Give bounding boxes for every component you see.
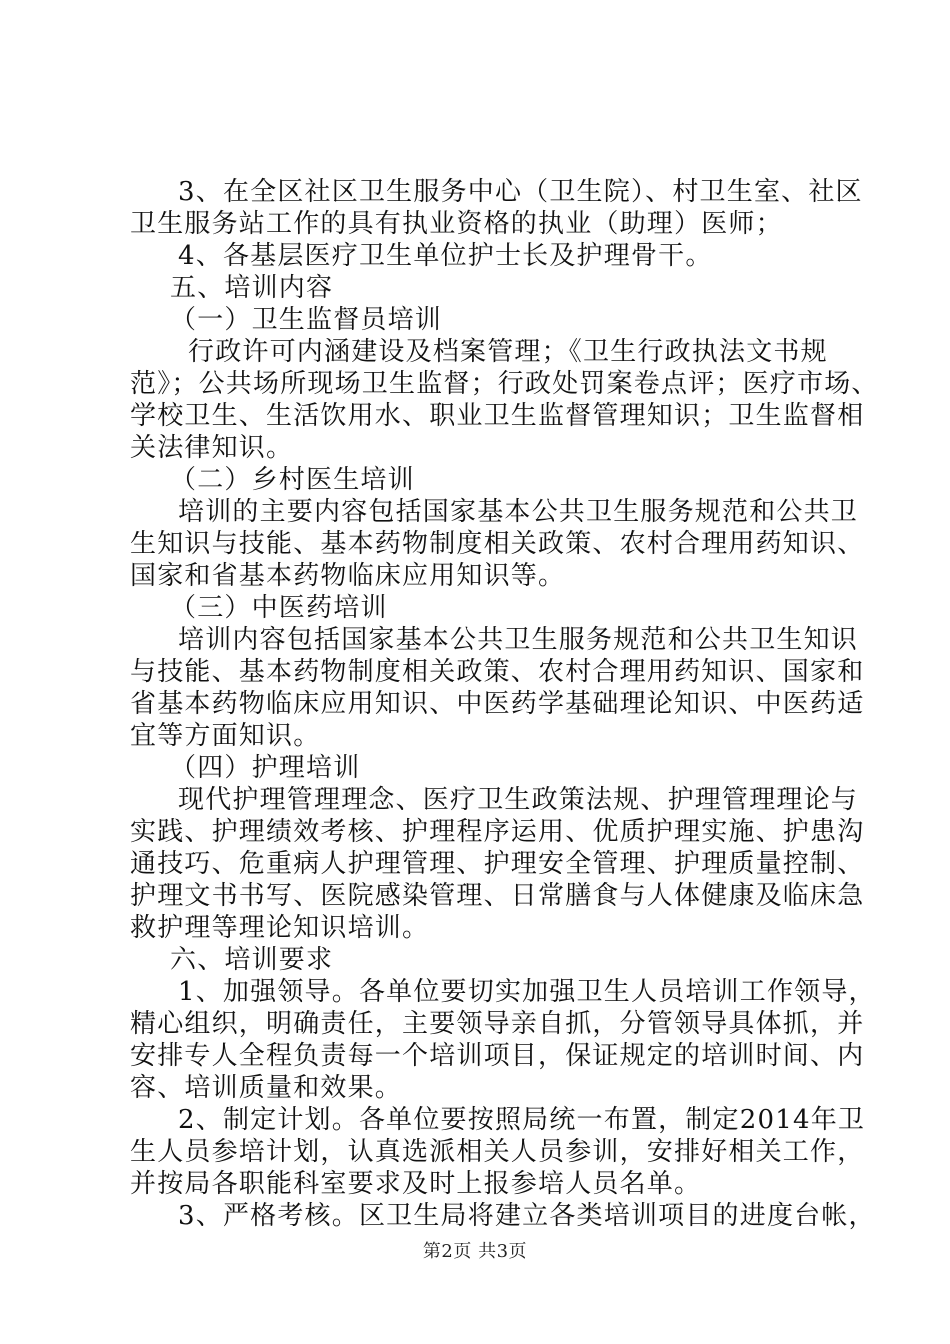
paragraph-line: 与技能、基本药物制度相关政策、农村合理用药知识、国家和 — [130, 657, 865, 687]
paragraph-line: 培训内容包括国家基本公共卫生服务规范和公共卫生知识 — [178, 625, 859, 655]
paragraph-line: 救护理等理论知识培训。 — [130, 913, 430, 943]
paragraph-line: 3、严格考核。区卫生局将建立各类培训项目的进度台帐， — [178, 1201, 876, 1231]
paragraph-line: 通技巧、危重病人护理管理、护理安全管理、护理质量控制、 — [130, 849, 865, 879]
paragraph-line: 行政许可内涵建设及档案管理；《卫生行政执法文书规 — [188, 337, 828, 367]
paragraph-line: 护理文书书写、医院感染管理、日常膳食与人体健康及临床急 — [130, 881, 865, 911]
paragraph-line: 4、各基层医疗卫生单位护士长及护理骨干。 — [178, 241, 713, 271]
paragraph-line: 宜等方面知识。 — [130, 721, 321, 751]
subsection-heading: （三）中医药培训 — [170, 593, 388, 623]
paragraph-line: 生人员参培计划，认真选派相关人员参训，安排好相关工作， — [130, 1137, 865, 1167]
paragraph-line: 国家和省基本药物临床应用知识等。 — [130, 561, 566, 591]
paragraph-line: 现代护理管理理念、医疗卫生政策法规、护理管理理论与 — [178, 785, 859, 815]
paragraph-line: 2、制定计划。各单位要按照局统一布置，制定2014年卫 — [178, 1105, 866, 1135]
paragraph-line: 省基本药物临床应用知识、中医药学基础理论知识、中医药适 — [130, 689, 865, 719]
paragraph-line: 卫生服务站工作的具有执业资格的执业（助理）医师； — [130, 209, 783, 239]
paragraph-line: 学校卫生、生活饮用水、职业卫生监督管理知识；卫生监督相 — [130, 401, 865, 431]
paragraph-line: 3、在全区社区卫生服务中心（卫生院）、村卫生室、社区 — [178, 177, 863, 207]
paragraph-line: 并按局各职能科室要求及时上报参培人员名单。 — [130, 1169, 702, 1199]
subsection-heading: （一）卫生监督员培训 — [170, 305, 443, 335]
subsection-heading: （四）护理培训 — [170, 753, 361, 783]
paragraph-line: 培训的主要内容包括国家基本公共卫生服务规范和公共卫 — [178, 497, 859, 527]
paragraph-line: 生知识与技能、基本药物制度相关政策、农村合理用药知识、 — [130, 529, 865, 559]
section-heading: 五、培训内容 — [170, 273, 334, 303]
section-heading: 六、培训要求 — [170, 945, 334, 975]
paragraph-line: 容、培训质量和效果。 — [130, 1073, 403, 1103]
paragraph-line: 1、加强领导。各单位要切实加强卫生人员培训工作领导， — [178, 977, 876, 1007]
paragraph-line: 精心组织，明确责任，主要领导亲自抓，分管领导具体抓，并 — [130, 1009, 865, 1039]
paragraph-line: 实践、护理绩效考核、护理程序运用、优质护理实施、护患沟 — [130, 817, 865, 847]
subsection-heading: （二）乡村医生培训 — [170, 465, 415, 495]
paragraph-line: 范》；公共场所现场卫生监督；行政处罚案卷点评；医疗市场、 — [130, 369, 879, 399]
page-footer: 第2页 共3页 — [422, 1241, 528, 1262]
paragraph-line: 关法律知识。 — [130, 433, 294, 463]
paragraph-line: 安排专人全程负责每一个培训项目，保证规定的培训时间、内 — [130, 1041, 865, 1071]
